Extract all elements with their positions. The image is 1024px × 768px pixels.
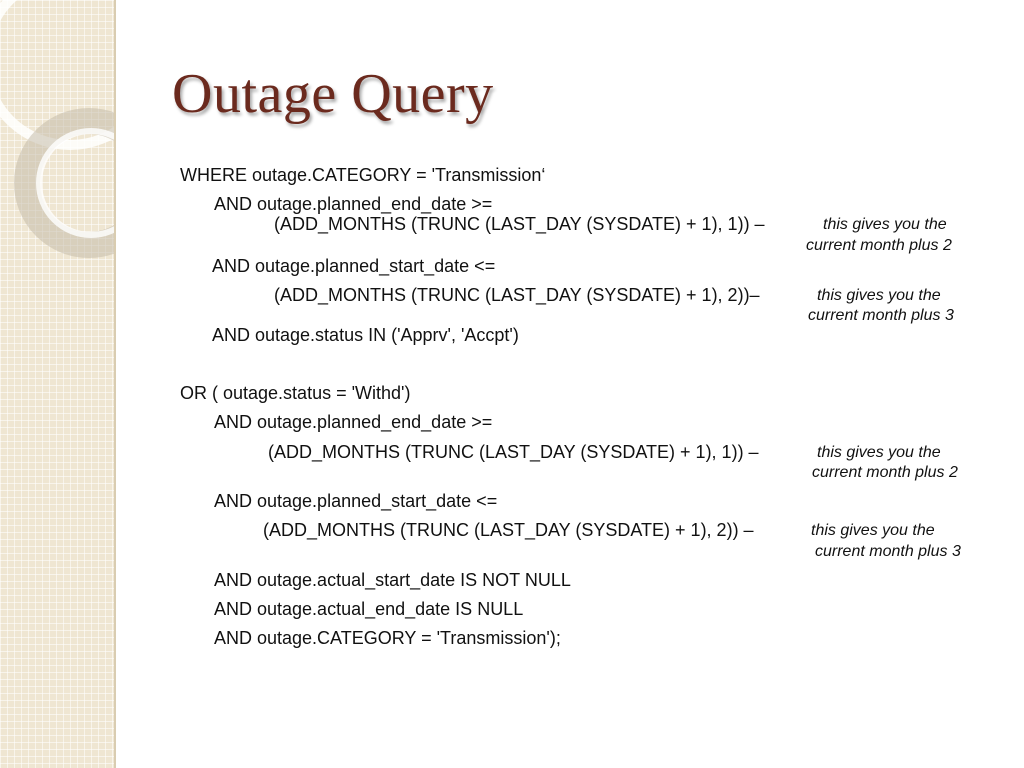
query-line-and: AND outage.planned_start_date <= bbox=[212, 256, 496, 276]
query-comment: this gives you the bbox=[823, 216, 947, 233]
query-line-and: AND outage.CATEGORY = 'Transmission'); bbox=[214, 628, 561, 648]
query-line-expression: (ADD_MONTHS (TRUNC (LAST_DAY (SYSDATE) + 1), 1)) – bbox=[268, 442, 759, 462]
query-line-expression: (ADD_MONTHS (TRUNC (LAST_DAY (SYSDATE) + 1), 2))– bbox=[274, 285, 760, 305]
query-comment: current month plus 3 bbox=[815, 543, 961, 560]
query-line-and: AND outage.actual_end_date IS NULL bbox=[214, 599, 524, 619]
query-line-expression: (ADD_MONTHS (TRUNC (LAST_DAY (SYSDATE) + 1), 1)) – bbox=[274, 214, 765, 234]
query-comment: current month plus 2 bbox=[812, 464, 958, 481]
query-line-and: AND outage.actual_start_date IS NOT NULL bbox=[214, 570, 571, 590]
query-line-and: AND outage.planned_end_date >= bbox=[214, 412, 493, 432]
query-line-and: AND outage.planned_start_date <= bbox=[214, 491, 498, 511]
query-comment: current month plus 2 bbox=[806, 237, 952, 254]
query-line-expression: (ADD_MONTHS (TRUNC (LAST_DAY (SYSDATE) + 1), 2)) – bbox=[263, 520, 754, 540]
query-line-and: AND outage.planned_end_date >= bbox=[214, 194, 493, 214]
query-comment: this gives you the bbox=[811, 522, 935, 539]
slide-title: Outage Query bbox=[172, 63, 494, 125]
query-comment: this gives you the bbox=[817, 444, 941, 461]
query-line-and: AND outage.status IN ('Apprv', 'Accpt') bbox=[212, 325, 519, 345]
query-line-or: OR ( outage.status = 'Withd') bbox=[180, 383, 411, 403]
query-comment: this gives you the bbox=[817, 287, 941, 304]
query-comment: current month plus 3 bbox=[808, 307, 954, 324]
query-line-where: WHERE outage.CATEGORY = 'Transmission‘ bbox=[180, 165, 546, 185]
decorative-sidebar bbox=[0, 0, 114, 768]
